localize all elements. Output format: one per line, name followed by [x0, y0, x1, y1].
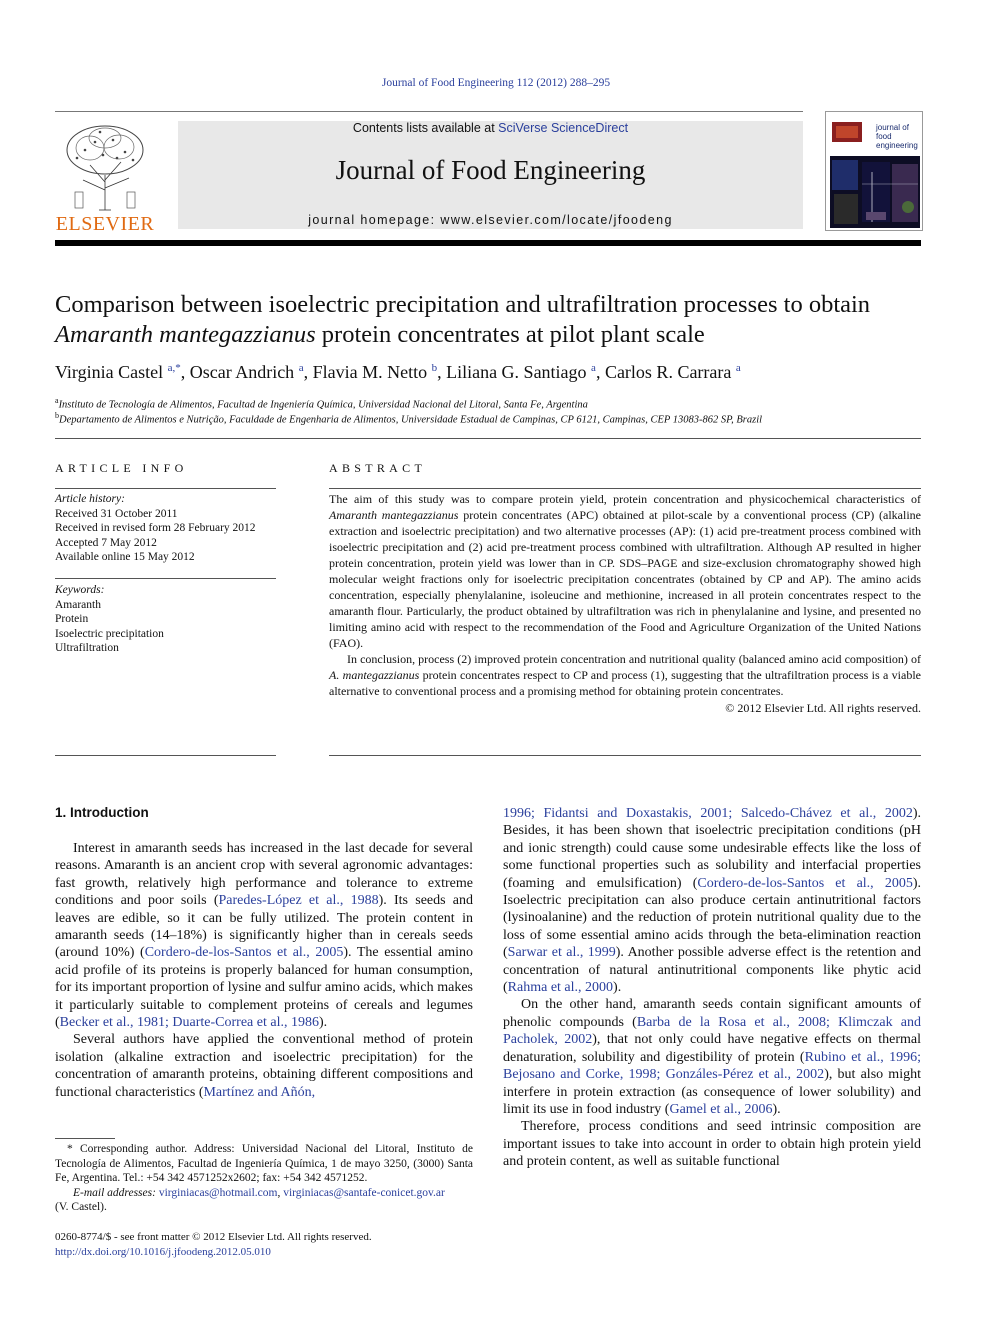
body-text: Several authors have applied the conventional method of protein isolation (alkaline extraction and isoelectric precipitation) for the concentration of amaranth proteins, obtaining different compositions and functional characteristics (	[55, 1032, 473, 1100]
citation-link[interactable]: Barba de la Rosa et al., 2008; Klimczak and Pacholek, 2002	[503, 1014, 921, 1048]
author[interactable]: Carlos R. Carrara $^a$	[604, 362, 741, 382]
email-link[interactable]: virginiacas@hotmail.com	[158, 1186, 278, 1199]
body-column-left	[55, 840, 473, 1101]
author[interactable]: Liliana G. Santiago $^a$	[446, 362, 596, 382]
article-title	[55, 290, 925, 350]
affiliation-a: $^a$Instituto de Tecnología de Alimentos, Facultad de Ingeniería Química, Universidad Nacional del Litoral, Santa Fe, Argentina	[55, 396, 588, 411]
body-text: ). Another possible adverse effect is the retention and concentration of natural antinutritional components like phytic acid (	[503, 945, 921, 996]
tree-icon	[55, 120, 155, 215]
body-text: ).	[613, 980, 622, 996]
citation-link[interactable]: Paredes-López et al., 1988	[218, 893, 379, 909]
keyword: Protein	[55, 613, 89, 625]
article-history: Article history: Received 31 October 2011 Received in revised form 28 February 2012 Accepted 7 May 2012 Available online 15 May 2012	[55, 493, 256, 563]
author-list: Virginia Castel $^{a,*}$, Oscar Andrich $^a$, Flavia M. Netto $^b$, Liliana G. Santiago $^a$, Carlos R. Carrara $^a$	[55, 362, 741, 382]
abstract-paragraph-1: The aim of this study was to compare protein yield, protein concentration and physicochemical characteristics of Amaranth mantegazzianus protein concentrates (APC) obtained at pilot-scale by a conventional process (CP) (alkaline extraction and isoelectric precipitation) and two alternative processes (AP): (1) acid pre-treatment process combined with isoelectric precipitation and (2) acid pre-treatment process combined with ultrafiltration. Although AP resulted in higher protein concentration, protein yield was lower than in CP. SDS–PAGE and size-exclusion chromatography showed high molecular weight fractions only for isoelectric precipitation concentrates (obtained by CP and AP). The amino acids concentration, especially phenylalanine, isoleucine and methionine, increased in all protein concentrates respect to the amaranth flour. Particularly, the product obtained by ultrafiltration was rich in phenylalanine and lysine, and presented no limiting amino acid with respect to the recommendation of the Food and Agriculture Organization of the United Nations (FAO).	[329, 492, 921, 650]
cover-art-icon	[826, 112, 922, 230]
body-text: On the other hand, amaranth seeds contain significant amounts of phenolic compounds (	[503, 997, 921, 1030]
body-text: ).	[772, 1101, 781, 1117]
citation-link[interactable]: Rahma et al., 2000	[507, 980, 614, 996]
title-line-1: Comparison between isoelectric precipitation and ultrafiltration processes to obtain	[55, 291, 871, 318]
keywords-rule	[55, 578, 276, 579]
citation-link[interactable]: Rubino et al., 1996; Bejosano and Corke, 1998; Gonzáles-Pérez et al., 2002	[503, 1049, 922, 1083]
page-footer	[55, 1230, 473, 1259]
citation-link[interactable]: Sarwar et al., 1999	[507, 945, 616, 961]
article-info-heading: ARTICLE INFO	[55, 461, 188, 475]
abstract-bottom-rule	[329, 755, 921, 756]
body-text: ). Isoelectric precipitation can also produce certain antinutritional factors (lysinoalanine) and the reduction of protein nutritional quality due to the loss of some essential amino acids through the beta-elimination reaction (	[503, 875, 921, 961]
body-text: ). Its seeds and leaves are edible, so it can be fully utilized. The protein content in amaranth seeds (14–18%) is significantly higher than in cereals seeds (around 10%) (	[55, 893, 474, 961]
intro-paragraph	[55, 1031, 473, 1101]
abstract-heading: ABSTRACT	[329, 461, 427, 475]
intro-paragraph	[55, 840, 473, 1031]
publisher-wordmark: ELSEVIER	[55, 213, 155, 235]
body-text: ). Besides, it has been shown that isoelectric precipitation conditions (pH and ionic strength) could cause some undesirable effects like the loss of some functional properties such as solubility and interfacial properties (foaming and emulsification) (	[503, 806, 921, 891]
journal-name: Journal of Food Engineering	[335, 155, 646, 185]
journal-homepage[interactable]: journal homepage: www.elsevier.com/locate/jfoodeng	[308, 213, 673, 227]
author[interactable]: Virginia Castel $^{a,*}$	[55, 362, 181, 382]
abstract-paragraph-2: In conclusion, process (2) improved protein concentration and nutritional quality (balanced amino acid composition) of A. mantegazzianus protein concentrates respect to CP and process (1), suggesting that the ultrafiltration process is a viable alternative to conventional process and a promising method for obtaining protein concentrates.	[329, 652, 921, 698]
copyright-notice: © 2012 Elsevier Ltd. All rights reserved.	[725, 701, 921, 715]
cover-title: journal of food engineering	[876, 123, 918, 150]
keyword: Isoelectric precipitation	[55, 627, 164, 640]
citation-link[interactable]: Martínez and Añón,	[203, 1084, 316, 1100]
sciencedirect-link[interactable]: SciVerse ScienceDirect	[498, 121, 629, 135]
body-text: Interest in amaranth seeds has increased in the last decade for several reasons. Amaranth is an ancient crop with several agronomic advantages: fast growth, relatively high performance and tolerance to extreme conditions and poor soils (	[55, 841, 473, 909]
keyword: Amaranth	[55, 598, 101, 611]
email-link[interactable]: virginiacas@santafe-conicet.gov.ar	[283, 1186, 445, 1199]
citation-link[interactable]: 1996; Fidantsi and Doxastakis, 2001; Salcedo-Chávez et al., 2002	[503, 806, 913, 821]
intro-paragraph	[503, 805, 921, 996]
header-top-rule	[55, 111, 803, 112]
abstract-body	[329, 491, 921, 716]
intro-paragraph	[503, 1118, 921, 1170]
citation-link[interactable]: Becker et al., 1981; Duarte-Correa et al., 1986	[59, 1015, 319, 1031]
affiliation-rule	[55, 438, 921, 439]
article-info-bottom-rule	[55, 755, 276, 756]
footnote-rule	[55, 1138, 115, 1139]
author[interactable]: Oscar Andrich $^a$	[189, 362, 304, 382]
keyword: Ultrafiltration	[55, 642, 119, 654]
author[interactable]: Flavia M. Netto $^b$	[312, 362, 438, 382]
doi-link[interactable]: http://dx.doi.org/10.1016/j.jfoodeng.2012.05.010	[55, 1245, 271, 1258]
affiliation-b: $^b$Departamento de Alimentos e Nutrição, Faculdade de Engenharia de Alimentos, Universidade Estadual de Campinas, CP 6121, Campinas, CEP 13083-862 SP, Brazil	[55, 411, 763, 426]
body-text: Therefore, process conditions and seed intrinsic composition are important issues to take into account in order to obtain high protein yield and protein content, as well as suitable functional	[503, 1119, 921, 1170]
body-text: ).	[318, 1015, 328, 1031]
body-text: ). The essential amino acid profile of its proteins is properly balanced for human consumption, for its important proportion of lysine and sulfur amino acids, which makes it particularly suitable to complement proteins of cereals and legumes (	[55, 945, 473, 1031]
contents-line	[178, 121, 803, 135]
title-line-2: Amaranth mantegazzianus protein concentrates at pilot plant scale	[55, 321, 705, 348]
intro-paragraph	[503, 996, 921, 1118]
body-column-right	[503, 805, 921, 1171]
keywords: Keywords: Amaranth Protein Isoelectric precipitation Ultrafiltration	[55, 583, 276, 656]
header-bottom-rule	[55, 240, 921, 246]
section-heading-introduction: 1. Introduction	[55, 805, 149, 820]
citation-link[interactable]: Gamel et al., 2006	[669, 1101, 773, 1117]
issn-line: 0260-8774/$ - see front matter © 2012 Elsevier Ltd. All rights reserved.	[55, 1231, 372, 1243]
article-info-rule	[55, 488, 276, 489]
body-text: ), but also might interfere in protein extraction (as consequence of lower solubility) and limit its use in food industry (	[503, 1067, 921, 1117]
contents-prefix: Contents lists available at	[352, 121, 499, 135]
journal-citation[interactable]: Journal of Food Engineering 112 (2012) 288–295	[381, 77, 611, 89]
citation-link[interactable]: Cordero-de-los-Santos et al., 2005	[144, 945, 344, 961]
corresponding-author-footnote: * Corresponding author. Address: Universidad Nacional del Litoral, Instituto de Tecnología de Alimentos, Facultad de Ingeniería Química, 1 de mayo 3250, (3000) Santa Fe, Argentina. Tel.: +54 342 4571252x2602; fax: +54 342 4571252. E-mail addresses: virginiacas@hotmail.com, virginiacas@santafe-conicet.gov.ar (V. Castel).	[55, 1143, 473, 1213]
body-text: ), that not only could have negative effects on thermal denaturation, solubility and digestibility of protein (	[503, 1032, 921, 1065]
journal-cover-thumbnail	[825, 111, 923, 231]
abstract-rule	[329, 488, 921, 489]
citation-link[interactable]: Cordero-de-los-Santos et al., 2005	[697, 875, 913, 891]
